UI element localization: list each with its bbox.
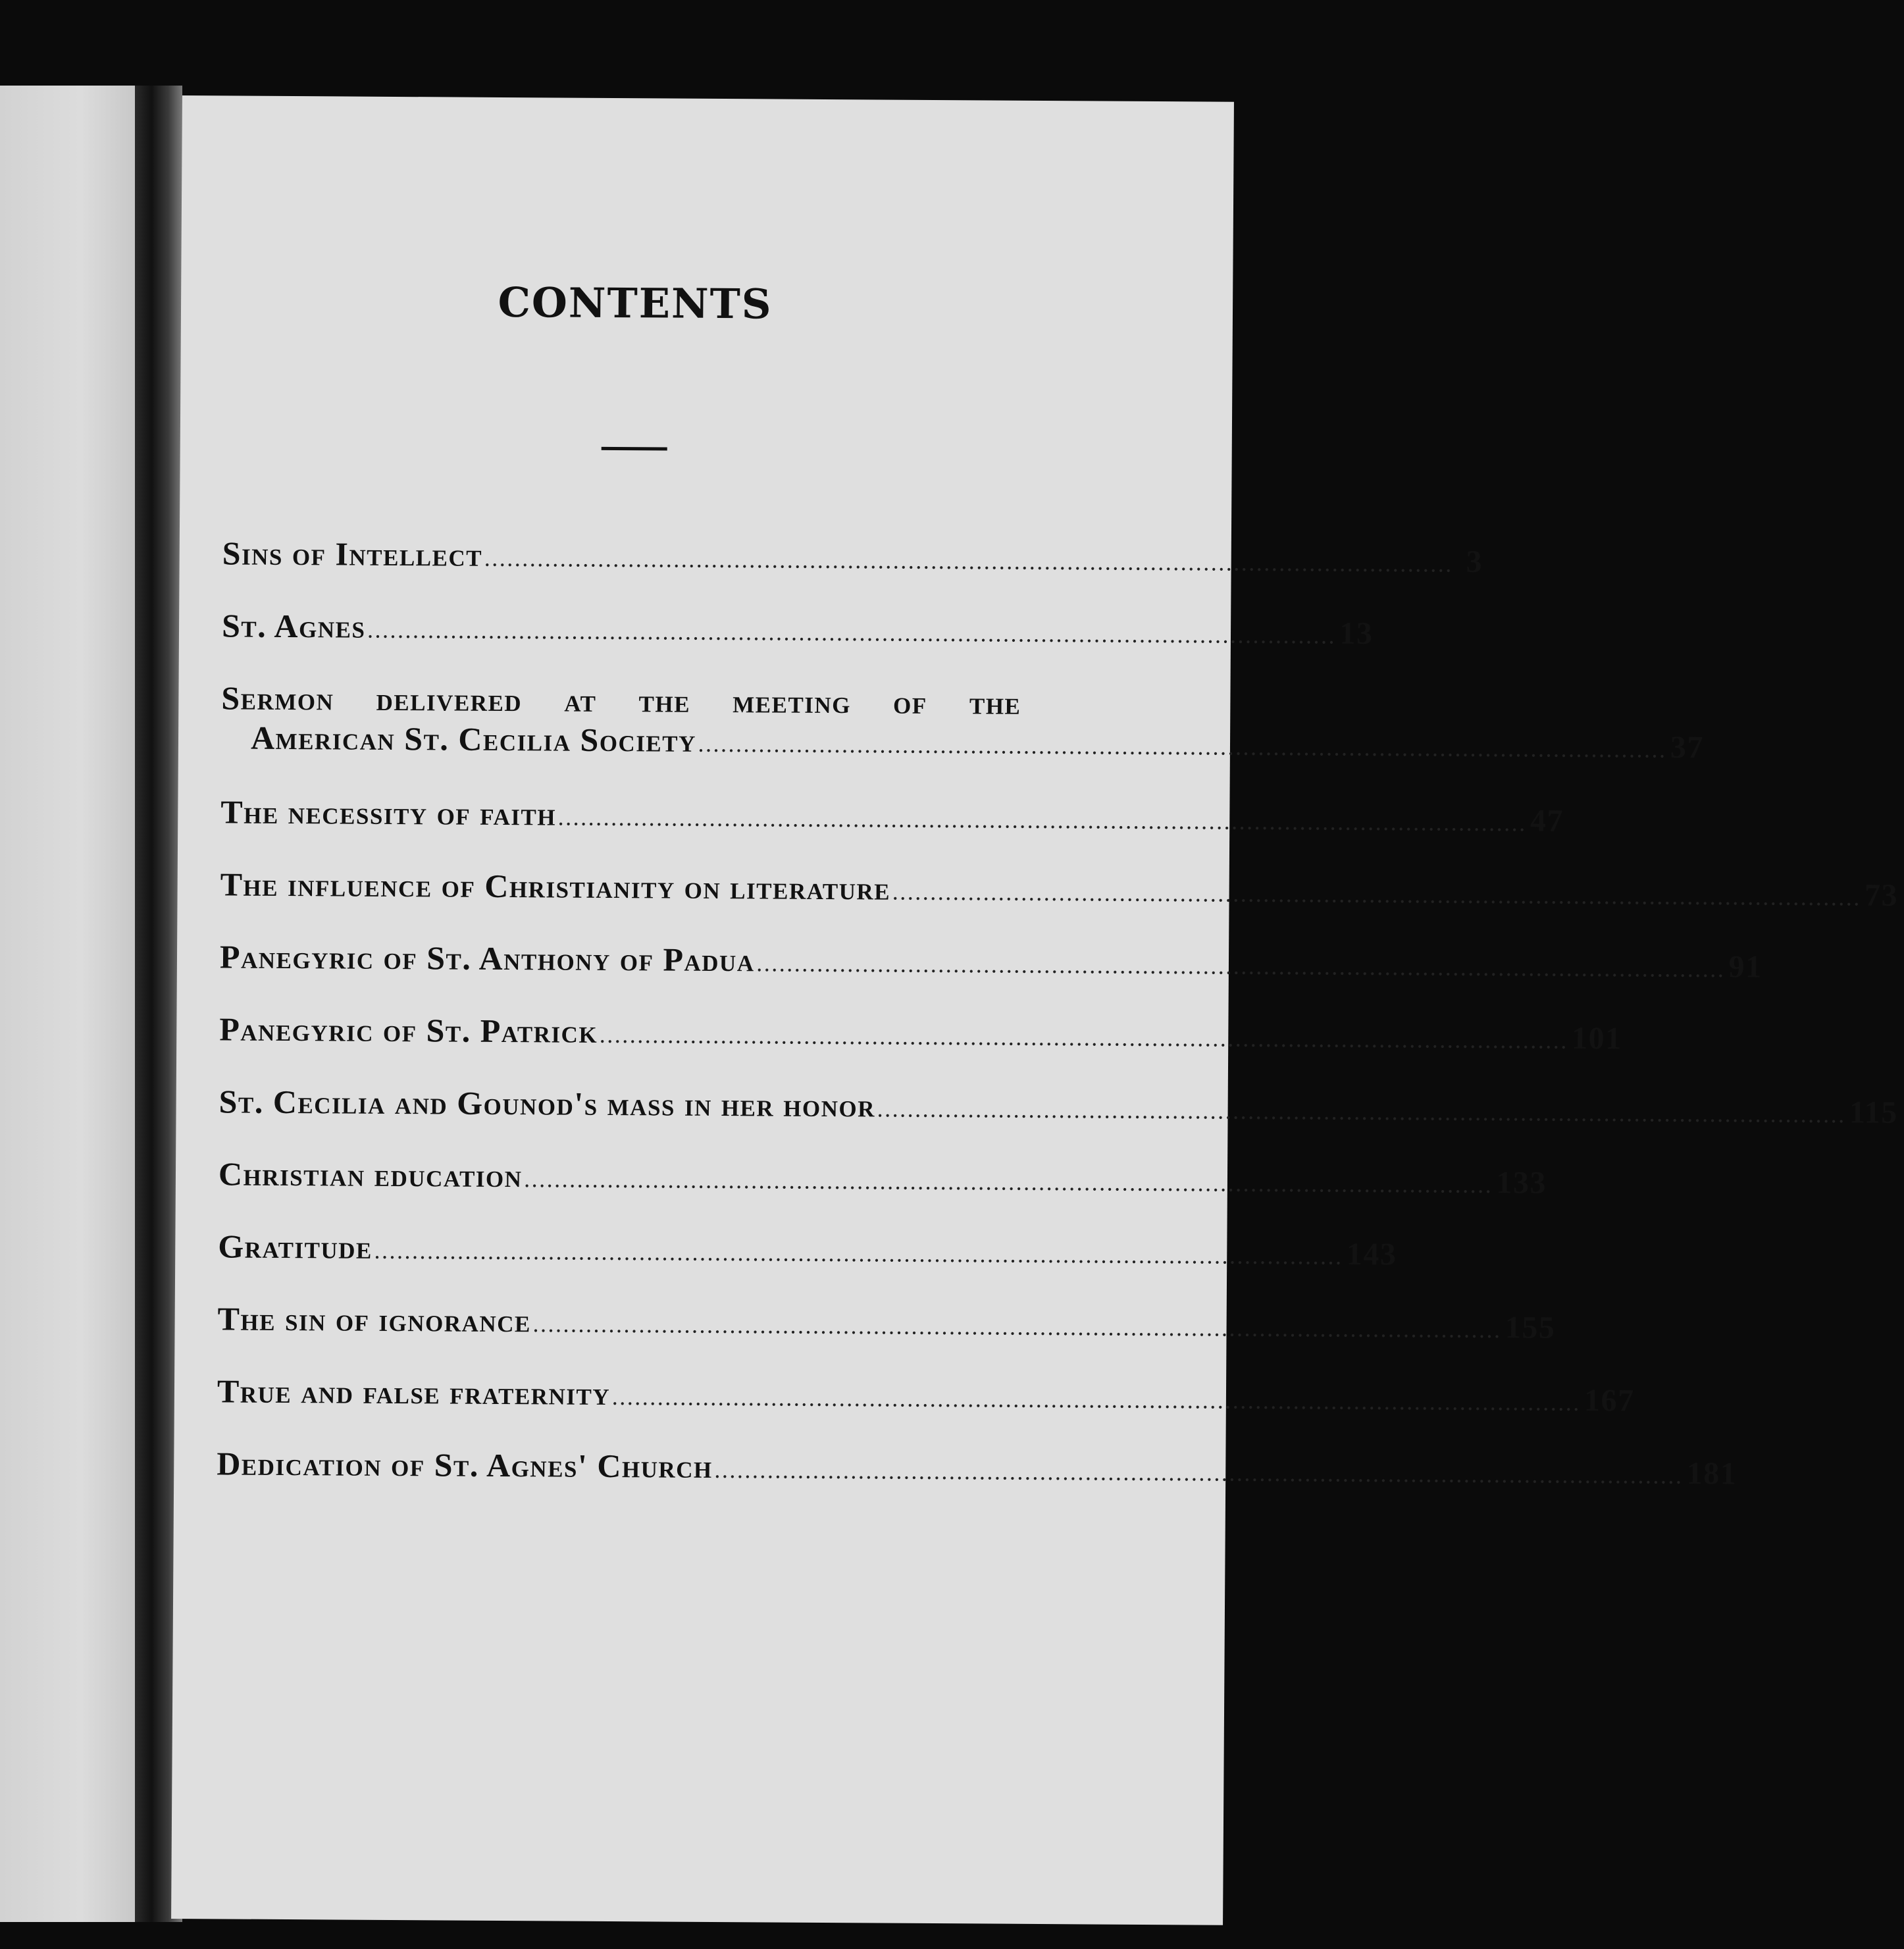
toc-entry-title: The sin of ignorance <box>217 1300 531 1339</box>
toc-entry-title: Panegyric of St. Patrick <box>219 1010 598 1050</box>
toc-entry-title-line1 <box>221 678 1021 722</box>
toc-entry-page: 37 <box>1670 729 1705 766</box>
toc-entry-title: Panegyric of St. Anthony of Padua <box>219 938 755 979</box>
toc-entry <box>219 1081 1898 1132</box>
title-word: the <box>969 684 1021 721</box>
toc-entry-title: Gratitude <box>218 1228 373 1266</box>
dot-leader: ................................................................................................................................ <box>533 1316 1503 1342</box>
dot-leader: ................................................................................................................................ <box>558 810 1528 835</box>
toc-entry-page: 133 <box>1496 1165 1547 1201</box>
toc-entry-title: The influence of Christianity on literature <box>220 866 891 907</box>
title-word: at <box>564 681 597 719</box>
toc-entry <box>219 937 1762 987</box>
dot-leader: ................................................................................................................................ <box>600 1027 1570 1052</box>
dot-leader: ................................................................................................................................ <box>698 736 1668 762</box>
dot-leader: ................................................................................................................................ <box>757 956 1726 981</box>
toc-entry <box>217 1371 1635 1422</box>
toc-entry-title: St. Cecilia and Gounod's mass in her honor <box>219 1083 876 1124</box>
toc-entry-page: 73 <box>1864 877 1899 913</box>
toc-entry <box>218 1154 1547 1205</box>
toc-entry-title: Christian education <box>218 1155 523 1195</box>
toc-entry-title: Sins of Intellect <box>222 534 483 573</box>
toc-entry <box>217 1443 1737 1494</box>
dot-leader: ................................................................................................................................ <box>525 1172 1494 1197</box>
title-word: delivered <box>376 680 523 719</box>
toc-entry-page: 143 <box>1346 1236 1397 1272</box>
toc-entry-page: 101 <box>1571 1020 1622 1056</box>
toc-entry <box>222 533 1483 584</box>
toc-entry-page: 47 <box>1530 803 1564 839</box>
table-of-contents <box>171 95 1899 1925</box>
toc-entry <box>219 1009 1622 1060</box>
dot-leader: ................................................................................................................................ <box>374 1243 1344 1268</box>
title-word: meeting <box>733 683 852 721</box>
dot-leader: ................................................................................................................................ <box>877 1101 1847 1127</box>
toc-entry <box>220 864 1899 915</box>
dot-leader: ................................................................................................................................ <box>368 622 1337 648</box>
toc-entry-title: Dedication of St. Agnes' Church <box>217 1445 713 1485</box>
toc-entry <box>220 792 1564 843</box>
toc-entry-title: True and false fraternity <box>217 1372 611 1413</box>
contents-page <box>171 95 1899 1925</box>
toc-entry-page: 167 <box>1583 1383 1635 1418</box>
toc-entry-page: 115 <box>1849 1095 1898 1130</box>
toc-entry-page: 13 <box>1339 615 1374 652</box>
toc-entry <box>218 1226 1397 1277</box>
toc-entry-title: St. Agnes <box>221 607 366 645</box>
dot-leader: ................................................................................................................................ <box>892 884 1863 910</box>
toc-entry-title: The necessity of faith <box>220 793 557 833</box>
facing-page-edge <box>0 86 135 1922</box>
toc-entry <box>221 606 1374 656</box>
toc-entry <box>221 678 1705 768</box>
title-word: the <box>638 682 691 719</box>
toc-entry <box>217 1299 1556 1349</box>
title-word: of <box>892 683 927 721</box>
toc-entry-page: 155 <box>1505 1310 1556 1345</box>
dot-leader: ................................................................................................................................ <box>612 1390 1582 1415</box>
toc-entry-title-line2: American St. Cecilia Society <box>250 719 697 759</box>
toc-entry-page: 181 <box>1686 1456 1737 1492</box>
toc-entry-page: 3 <box>1466 544 1483 580</box>
toc-entry-page: 91 <box>1728 949 1762 985</box>
page-title: CONTENTS <box>498 278 773 328</box>
dot-leader: ................................................................................................................................ <box>715 1462 1684 1488</box>
title-word: Sermon <box>221 679 334 717</box>
dot-leader: ................................................................................................................................ <box>484 550 1454 576</box>
